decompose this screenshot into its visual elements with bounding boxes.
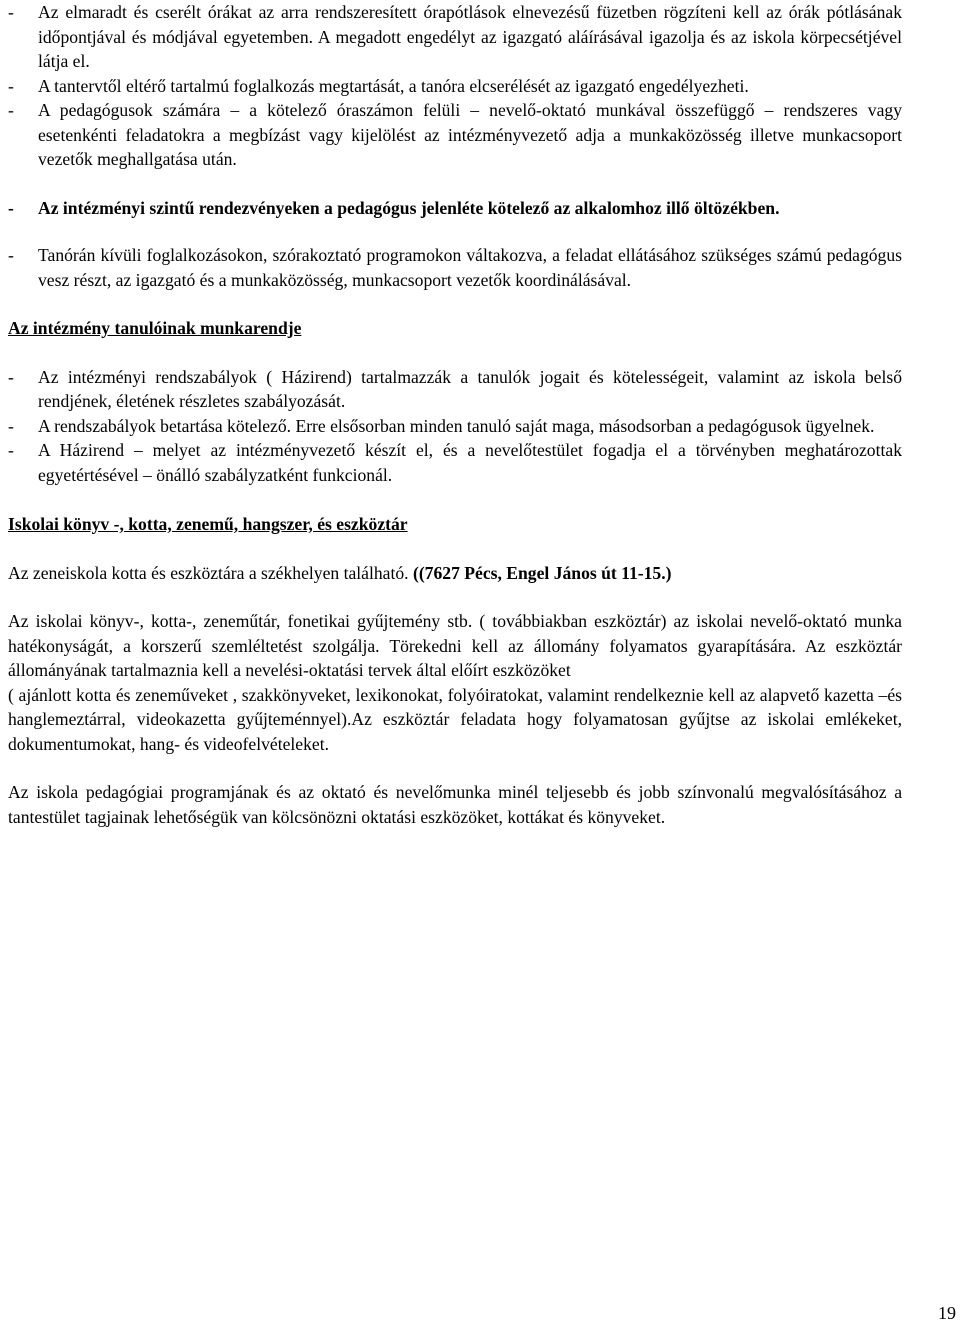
dash-bullet: - [8,415,14,436]
list-item: - A pedagógusok számára – a kötelező óraszámon felüli – nevelő-oktató munkával összefüggő – rendszeres vagy esetenkénti feladatokra a megbízást vagy kijelölést az intézményvezető adja a munkaközösség illetve munkacsoport vezetők meghallgatása után. [8,100,902,169]
library-paragraph-2: Az iskola pedagógiai programjának és az oktató és nevelőmunka minél teljesebb és jobb színvonalú megvalósításához a tantestület tagjainak lehetőségük van kölcsönözni oktatási eszközöket, kottákat és könyveket. [8,782,902,827]
page-number: 19 [938,1303,956,1323]
rules-list [8,0,902,172]
list-item: - Az elmaradt és cserélt órákat az arra rendszeresített órapótlások elnevezésű füzetben rögzíteni kell az órák pótlásának időpontjával és módjával egyetemben. A megadott engedélyt az igazgató aláírásával igazolja és az iskola körpecsétjével látja el. [8,2,902,71]
library-paragraph-1: Az iskolai könyv-, kotta-, zeneműtár, fonetikai gyűjtemény stb. ( továbbiakban eszköztár) az iskolai nevelő-oktató munka hatékonyságát, a korszerű szemléltetést szolgálja. Törekedni kell az állomány folyamatos gyarapítására. Az eszköztár állományának tartalmaznia kell a nevelési-oktatási tervek által előírt eszközöket ( ajánlott kotta és zeneműveket , szakkönyveket, lexikonokat, folyóiratokat, valamint rendelkeznie kell az alapvető kazetta –és hanglemeztárral, videokazetta gyűjteménnyel).Az eszköztár feladata hogy folyamatosan gyűjtse az iskolai emlékeket, dokumentumokat, hang- és videofelvételeket. [8,611,902,754]
dash-bullet: - [8,366,14,387]
list-item: - A tantervtől eltérő tartalmú foglalkozás megtartását, a tanóra elcserélését az igazgató engedélyezheti. [8,74,902,99]
section-heading-library: Iskolai könyv -, kotta, zenemű, hangszer, és eszköztár [8,514,408,534]
dash-bullet: - [8,2,14,22]
dash-bullet: - [8,75,14,96]
list-item: - Az intézményi rendszabályok ( Házirend) tartalmazzák a tanulók jogait és kötelességeit, valamint az iskola belső rendjének, életének részletes szabályozását. [8,366,902,411]
dash-bullet: - [8,100,14,120]
list-item: - A Házirend – melyet az intézményvezető készít el, és a nevelőtestület fogadja el a törvényben meghatározottak egyetértésével – önálló szabályzatként funkcionál. [8,440,902,485]
student-rules-list [8,365,902,488]
location-paragraph: Az zeneiskola kotta és eszköztára a székhelyen található. ((7627 Pécs, Engel János út 11-15.) [8,562,672,583]
list-item-bold: - Az intézményi szintű rendezvényeken a pedagógus jelenléte kötelező az alkalomhoz illő öltözékben. [8,196,902,221]
document-page [8,0,902,829]
list-item: - A rendszabályok betartása kötelező. Erre elsősorban minden tanuló saját maga, másodsorban a pedagógusok ügyelnek. [8,414,902,439]
dash-bullet: - [8,197,14,218]
dash-bullet: - [8,440,14,460]
dash-bullet: - [8,245,14,265]
address: ((7627 Pécs, Engel János út 11-15.) [412,562,672,583]
list-item: - Tanórán kívüli foglalkozásokon, szórakoztató programokon váltakozva, a feladat ellátásához szükséges számú pedagógus vesz részt, az igazgató és a munkaközösség, munkacsoport vezetők koordinálásával. [8,245,902,290]
section-heading-students: Az intézmény tanulóinak munkarendje [8,318,302,338]
